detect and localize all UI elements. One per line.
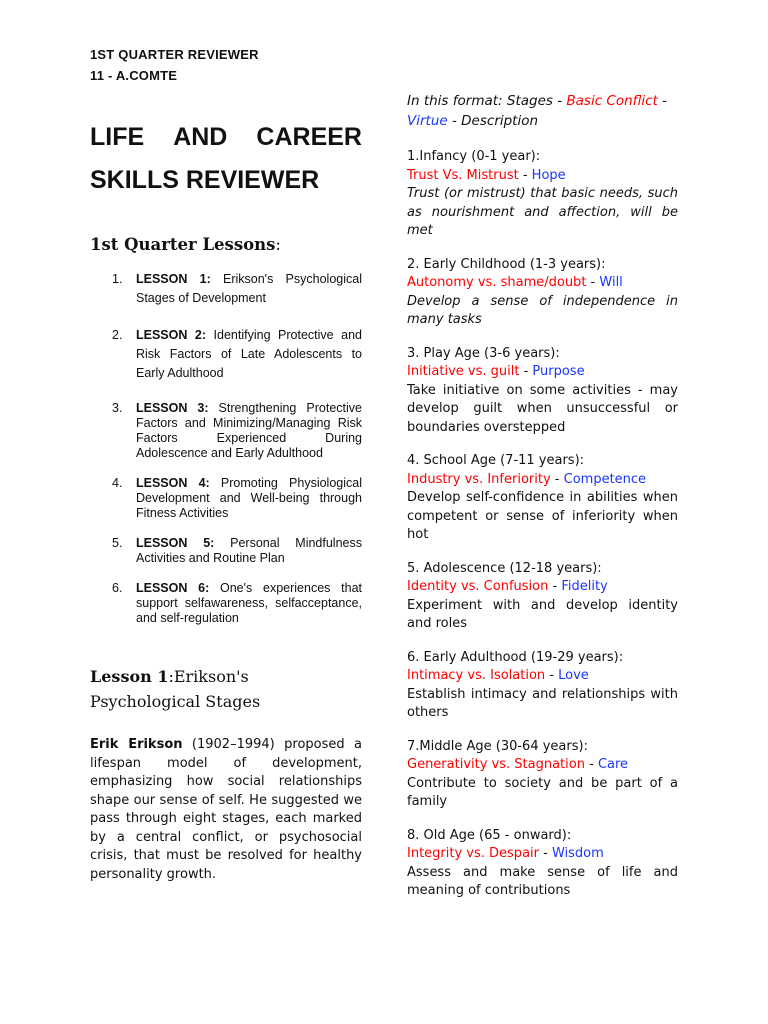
- list-number: 2.: [112, 328, 123, 342]
- lesson-text: Personal Mindfulness Activities and Routine Plan: [136, 536, 362, 565]
- stage-age: (1-3 years):: [525, 256, 606, 272]
- stage-conflict-virtue: [407, 667, 678, 686]
- lesson1-label: Lesson 1: [90, 667, 169, 686]
- stage-description: Develop self-confidence in abilities when competent or sense of inferiority when hot: [407, 490, 678, 542]
- stage-conflict-virtue: [407, 274, 678, 293]
- stage-item: [407, 827, 678, 901]
- format-suffix: - Description: [447, 113, 539, 129]
- list-number: 5.: [112, 536, 123, 550]
- list-item: [90, 270, 362, 308]
- author-name: Erik Erikson: [90, 737, 183, 752]
- stage-heading: [407, 452, 678, 471]
- list-number: 1.: [112, 272, 123, 286]
- lesson-text: Strengthening Protective Factors and Minimizing/Managing Risk Factors Experienced During Adolescence and Early Adulthood: [136, 401, 362, 460]
- stage-virtue: Hope: [531, 167, 566, 183]
- page-title: [90, 116, 362, 202]
- format-virtue: Virtue: [407, 113, 448, 129]
- stage-separator: -: [519, 364, 533, 379]
- lesson-label: LESSON 2:: [136, 328, 207, 342]
- list-item: [90, 581, 362, 626]
- stage-name: 7.Middle Age: [407, 738, 492, 754]
- stage-separator: -: [584, 757, 598, 772]
- title-line-2: SKILLS REVIEWER: [90, 166, 320, 194]
- stage-item: [407, 649, 678, 723]
- stage-conflict: Integrity vs. Despair: [407, 846, 539, 861]
- lesson1-heading: [90, 664, 362, 714]
- lesson-label: LESSON 6:: [136, 581, 210, 595]
- stage-conflict-virtue: [407, 363, 678, 382]
- stage-conflict: Trust Vs. Mistrust: [407, 167, 519, 183]
- stage-age: 3-6 years):: [489, 345, 560, 361]
- lesson-text: Promoting Physiological Development and Well-being through Fitness Activities: [136, 476, 362, 520]
- stage-heading: [407, 560, 678, 579]
- format-prefix: In this format: Stages -: [407, 93, 567, 109]
- lesson-label: LESSON 4:: [136, 476, 210, 490]
- stage-conflict: Initiative vs. guilt: [407, 364, 520, 379]
- stage-description: Contribute to society and be part of a family: [407, 775, 678, 809]
- list-number: 6.: [112, 581, 123, 595]
- stage-virtue: Love: [558, 668, 589, 683]
- stage-virtue: Fidelity: [561, 579, 608, 594]
- stage-separator: -: [548, 579, 562, 594]
- stage-virtue: Competence: [563, 471, 647, 487]
- lesson-text: One's experiences that support selfawareness, selfacceptance, and self-regulation: [136, 581, 362, 625]
- stage-age: (7-11 years):: [495, 453, 585, 468]
- stage-heading: [407, 827, 678, 846]
- stage-virtue: Will: [599, 275, 623, 290]
- stage-virtue: Purpose: [532, 364, 585, 379]
- stage-conflict-virtue: [407, 845, 678, 864]
- lesson-label: LESSON 3:: [136, 401, 209, 415]
- lesson-text: Erikson's Psychological Stages of Development: [136, 272, 362, 305]
- stage-name: 8. Old Age: [407, 827, 475, 843]
- lessons-heading: [90, 235, 362, 254]
- stage-item: [407, 560, 678, 634]
- stage-item: [407, 148, 678, 241]
- stage-separator: -: [539, 846, 552, 861]
- stage-age: (0-1 year):: [467, 149, 541, 164]
- stage-description: Assess and make sense of life and meaning of contributions: [407, 864, 678, 898]
- stage-conflict-virtue: [407, 578, 678, 597]
- stage-description: Establish intimacy and relationships with others: [407, 686, 678, 720]
- intro-text: (1902–1994) proposed a lifespan model of development, emphasizing how social relationships shape our sense of self. He suggested we pass through eight stages, each marked by a central conflict, or psychosocial crisis, that must be resolved for healthy personality growth.: [90, 737, 362, 882]
- lessons-heading-colon: :: [275, 235, 281, 254]
- left-column: [90, 44, 362, 884]
- list-item: [90, 536, 362, 566]
- stage-virtue: Wisdom: [551, 846, 604, 861]
- stage-virtue: Care: [597, 757, 629, 772]
- stage-heading: [407, 345, 678, 364]
- list-item: [90, 401, 362, 461]
- format-conflict: Basic Conflict: [566, 93, 658, 109]
- lessons-heading-text: 1st Quarter Lessons: [90, 235, 276, 254]
- stage-conflict: Intimacy vs. Isolation: [407, 668, 546, 683]
- list-item: [90, 476, 362, 521]
- title-line-1: [90, 116, 362, 159]
- stage-age: (30-64 years):: [491, 738, 588, 754]
- stage-conflict-virtue: [407, 167, 678, 186]
- lesson-list: [90, 270, 362, 626]
- stage-item: [407, 256, 678, 330]
- stage-conflict: Autonomy vs. shame/doubt: [407, 275, 587, 290]
- section-header: 11 - A.COMTE: [90, 68, 178, 83]
- stage-description: Take initiative on some activities - may develop guilt when unsuccessful or boundaries overstepped: [407, 382, 678, 435]
- right-column: [407, 91, 678, 901]
- format-separator: -: [657, 93, 668, 109]
- stage-item: [407, 452, 678, 545]
- stage-conflict: Identity vs. Confusion: [407, 579, 549, 594]
- stage-list: [407, 148, 678, 901]
- lesson1-title: :Erikson's Psychological Stages: [90, 667, 261, 711]
- stage-item: [407, 345, 678, 438]
- stage-heading: [407, 738, 678, 757]
- lesson-label: LESSON 5:: [136, 536, 215, 550]
- intro-paragraph: [90, 736, 362, 884]
- stage-description: Experiment with and develop identity and roles: [407, 597, 678, 631]
- format-note: [407, 91, 678, 131]
- stage-name: 3. Play Age (: [407, 345, 490, 361]
- lesson-label: LESSON 1:: [136, 272, 211, 286]
- stage-description: Trust (or mistrust) that basic needs, such as nourishment and affection, will be met: [407, 186, 678, 238]
- title-word: LIFE: [90, 123, 145, 151]
- stage-conflict: Industry vs. Inferiority: [407, 471, 551, 487]
- list-number: 3.: [112, 401, 123, 415]
- stage-item: [407, 738, 678, 812]
- title-word: CAREER: [256, 123, 362, 151]
- stage-separator: -: [518, 167, 532, 183]
- list-number: 4.: [112, 476, 123, 490]
- title-word: AND: [173, 123, 228, 151]
- stage-conflict-virtue: [407, 471, 678, 490]
- stage-name: 6. Early Adulthood: [407, 649, 527, 665]
- reviewer-header: 1ST QUARTER REVIEWER: [90, 47, 259, 62]
- stage-separator: -: [550, 471, 564, 487]
- stage-name: 5. Adolescence: [407, 560, 506, 576]
- stage-separator: -: [586, 275, 600, 290]
- lesson-text: Identifying Protective and Risk Factors of Late Adolescents to Early Adulthood: [136, 328, 362, 380]
- stage-age: (19-29 years):: [526, 649, 624, 665]
- stage-name: 1.Infancy: [407, 149, 468, 164]
- stage-heading: [407, 649, 678, 668]
- stage-name: 2. Early Childhood: [407, 256, 526, 272]
- stage-conflict-virtue: [407, 756, 678, 775]
- stage-description: Develop a sense of independence in many tasks: [407, 293, 678, 327]
- stage-age: (65 - onward):: [474, 827, 572, 843]
- stage-name: 4. School Age: [407, 453, 496, 468]
- stage-separator: -: [545, 668, 559, 683]
- stage-heading: [407, 256, 678, 275]
- stage-age: (12-18 years):: [505, 560, 602, 576]
- stage-conflict: Generativity vs. Stagnation: [407, 757, 585, 772]
- list-item: [90, 326, 362, 383]
- stage-heading: [407, 148, 678, 167]
